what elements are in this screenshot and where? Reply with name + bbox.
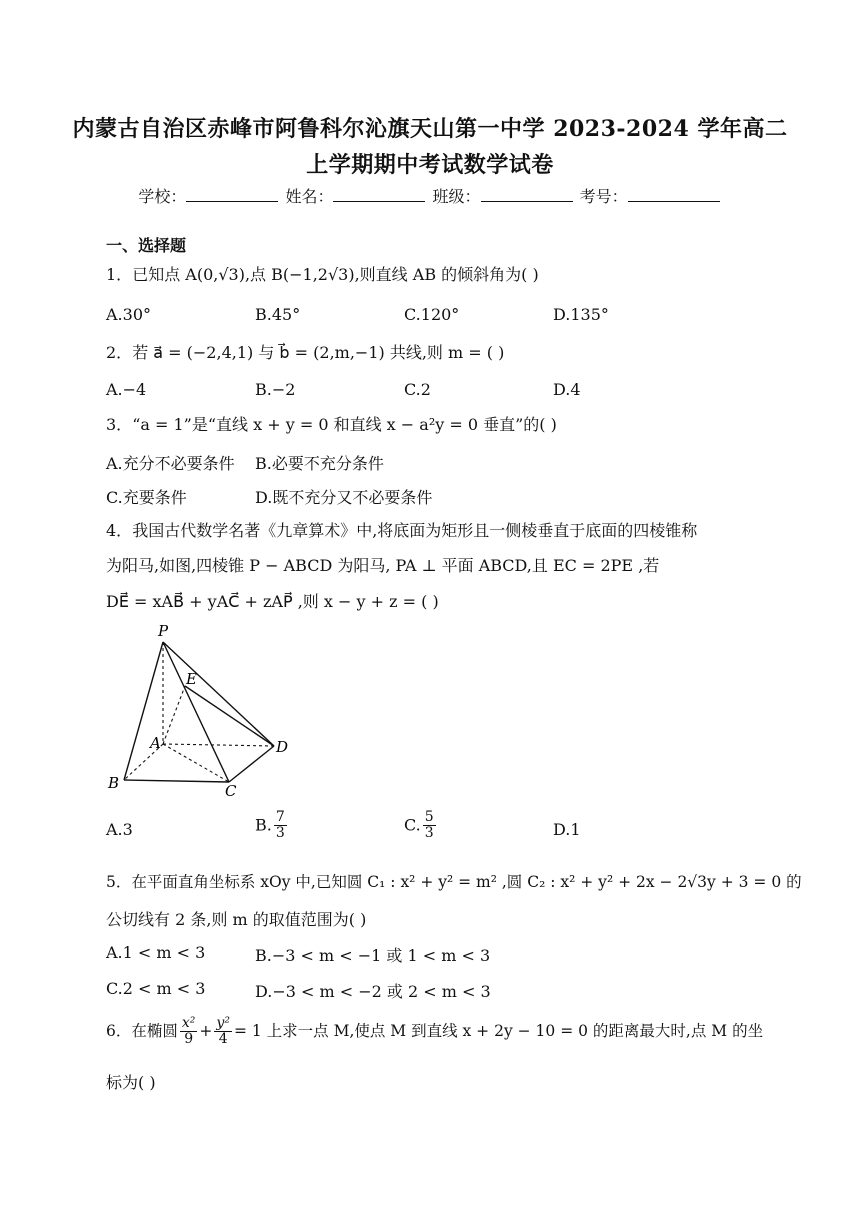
- label-p: P: [158, 622, 169, 640]
- q2-option-b[interactable]: B.−2: [255, 380, 296, 399]
- edge-pc: [163, 642, 229, 782]
- student-info-row: [0, 184, 860, 207]
- numerator: x²: [181, 1015, 196, 1031]
- edge-bc: [124, 780, 229, 782]
- question-text: 我国古代数学名著《九章算术》中,将底面为矩形且一侧棱垂直于底面的四棱锥称: [132, 521, 698, 540]
- question-5-stem-line-2: 公切线有 2 条,则 m 的取值范围为( ): [106, 910, 367, 929]
- q1-option-b[interactable]: B.45°: [255, 305, 301, 324]
- question-4-stem-line-2: 为阳马,如图,四棱锥 P − ABCD 为阳马, PA ⊥ 平面 ABCD,且 EC = 2PE ,若: [106, 556, 660, 575]
- school-blank[interactable]: [186, 187, 278, 202]
- q4-option-d[interactable]: D.1: [553, 820, 581, 839]
- question-5-stem-line-1: [106, 870, 802, 892]
- option-letter: B.: [255, 815, 272, 835]
- school-label: 学校：: [138, 187, 187, 206]
- question-number: 6．: [106, 1021, 132, 1040]
- class-label: 班级：: [432, 187, 481, 206]
- q5-option-a[interactable]: A.1 < m < 3: [106, 943, 206, 962]
- q1-option-a[interactable]: A.30°: [106, 305, 151, 324]
- q4-option-c[interactable]: [404, 810, 438, 842]
- q1-option-d[interactable]: D.135°: [553, 305, 609, 324]
- exam-number-label: 考号：: [579, 187, 628, 206]
- numerator: y²: [216, 1015, 230, 1031]
- diagonal-ac: [163, 744, 229, 782]
- question-number: 4．: [106, 521, 133, 540]
- question-4-stem-line-3: DE⃗ = xAB⃗ + yAC⃗ + zAP⃗ ,则 x − y + z = ( ): [106, 592, 439, 611]
- fraction-y: [214, 1016, 232, 1048]
- edge-cd: [229, 746, 274, 782]
- fraction: [423, 810, 436, 842]
- numerator: 7: [275, 809, 285, 825]
- question-text: 在平面直角坐标系 xOy 中,已知圆 C₁ : x² + y² = m² ,圆 C₂ : x² + y² + 2x − 2√3y + 3 = 0 的: [131, 873, 802, 891]
- q2-option-d[interactable]: D.4: [553, 380, 581, 399]
- question-number: 3．: [106, 415, 133, 434]
- class-blank[interactable]: [481, 187, 573, 202]
- edge-ad: [163, 744, 274, 746]
- denominator: 4: [218, 1031, 228, 1048]
- edge-pb: [124, 642, 163, 780]
- pyramid-figure: [104, 622, 294, 800]
- question-text: 若 a⃗ = (−2,4,1) 与 b⃗ = (2,m,−1) 共线,则 m = ( ): [132, 343, 505, 362]
- name-blank[interactable]: [333, 187, 425, 202]
- q3-option-c[interactable]: C.充要条件: [106, 488, 187, 507]
- q1-option-c[interactable]: C.120°: [404, 305, 460, 324]
- question-6-stem-line-1: 6．在椭圆 $\frac{\text{x²}}{9}$ + $\frac{\text{y²}}{4}$ = 1 上求一点 M,使点 M 到直线 x + 2y − 10 = 0 的距离最大时,点 M 的坐: [106, 1015, 764, 1048]
- question-text: “a = 1”是“直线 x + y = 0 和直线 x − a²y = 0 垂直”的( ): [132, 415, 557, 434]
- question-number: 5．: [106, 873, 132, 891]
- q3-option-b[interactable]: B.必要不充分条件: [255, 454, 384, 473]
- label-d: D: [276, 738, 289, 756]
- numerator: 5: [424, 809, 434, 825]
- denominator: 9: [184, 1031, 194, 1048]
- question-4-stem-line-1: [106, 518, 697, 541]
- fraction: [274, 810, 287, 842]
- q3-option-a[interactable]: A.充分不必要条件: [106, 454, 235, 473]
- label-e: E: [186, 670, 197, 688]
- name-label: 姓名：: [285, 187, 334, 206]
- section-heading: 一、选择题: [106, 236, 187, 255]
- question-text-post: = 1 上求一点 M,使点 M 到直线 x + 2y − 10 = 0 的距离最大时,点 M 的坐: [233, 1021, 764, 1040]
- label-b: B: [108, 774, 120, 792]
- denominator: 3: [275, 825, 285, 842]
- question-2-stem: [106, 340, 504, 363]
- denominator: 3: [424, 825, 434, 842]
- fraction-x: [180, 1016, 198, 1048]
- label-c: C: [225, 782, 237, 800]
- q2-option-c[interactable]: C.2: [404, 380, 431, 399]
- q2-option-a[interactable]: A.−4: [106, 380, 147, 399]
- q4-option-a[interactable]: A.3: [106, 820, 133, 839]
- question-number: 2．: [106, 343, 133, 362]
- option-letter: C.: [404, 815, 421, 835]
- question-1-stem: [106, 262, 539, 285]
- q3-option-d[interactable]: D.既不充分又不必要条件: [255, 488, 433, 507]
- q5-option-d[interactable]: D.−3 < m < −2 或 2 < m < 3: [255, 982, 491, 1001]
- question-number: 1．: [106, 265, 133, 284]
- question-3-stem: [106, 412, 557, 435]
- q4-option-b[interactable]: [255, 810, 289, 842]
- segment-ae: [163, 686, 185, 744]
- exam-number-blank[interactable]: [628, 187, 720, 202]
- q5-option-b[interactable]: B.−3 < m < −1 或 1 < m < 3: [255, 946, 491, 965]
- exam-title-line-2: 上学期期中考试数学试卷: [306, 152, 554, 178]
- q5-option-c[interactable]: C.2 < m < 3: [106, 979, 206, 998]
- label-a: A: [150, 734, 161, 752]
- question-text-pre: 在椭圆: [131, 1021, 178, 1040]
- question-6-stem-line-2: 标为( ): [106, 1073, 156, 1092]
- question-text: 已知点 A(0,√3),点 B(−1,2√3),则直线 AB 的倾斜角为( ): [132, 265, 539, 284]
- edge-pd: [163, 642, 274, 746]
- exam-title-line-1: 内蒙古自治区赤峰市阿鲁科尔沁旗天山第一中学 2023-2024 学年高二: [72, 116, 788, 142]
